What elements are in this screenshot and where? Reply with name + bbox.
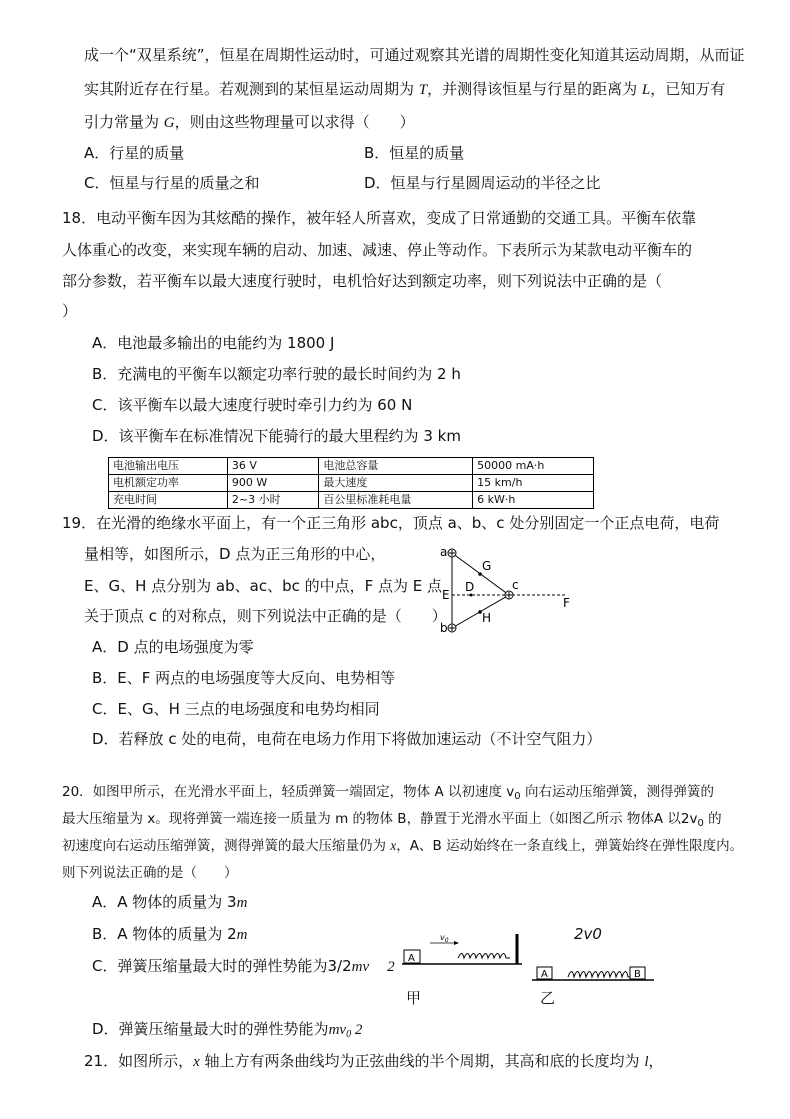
table-cell: 最大速度 bbox=[319, 475, 473, 492]
table-cell: 电机额定功率 bbox=[109, 475, 228, 492]
q20-line-1: 20．如图甲所示，在光滑水平面上，轻质弹簧一端固定，物体 A 以初速度 $v_0$ 向右运动压缩弹簧，测得弹簧的 bbox=[62, 784, 714, 802]
block-a-label: A bbox=[541, 969, 548, 980]
table-cell: 充电时间 bbox=[109, 492, 228, 509]
table-cell: 6 kW·h bbox=[473, 492, 594, 509]
label-g: G bbox=[482, 559, 492, 573]
table-cell: 电池输出电压 bbox=[109, 458, 228, 475]
spring bbox=[568, 972, 632, 978]
q20-option-b: B．A 物体的质量为 2m bbox=[92, 925, 248, 943]
q19-line-2: 量相等，如图所示，D 点为正三角形的中心， bbox=[84, 545, 386, 563]
label-h: H bbox=[482, 611, 492, 625]
q19-line-1: 19．在光滑的绝缘水平面上，有一个正三角形 abc，顶点 a、b、c 处分别固定一个正点电荷，电荷 bbox=[62, 514, 720, 532]
q17-option-c: C．恒星与行星的质量之和 bbox=[84, 174, 260, 192]
q20-line-2: 最大压缩量为 x。现将弹簧一端连接一质量为 m 的物体 B，静置于光滑水平面上（如图乙所示 物体A 以$2v_0$ 的 bbox=[62, 811, 722, 829]
figure-label-jia: 甲 bbox=[406, 989, 422, 1007]
q17-option-a: A．行星的质量 bbox=[84, 144, 185, 162]
table-cell: 50000 mA·h bbox=[473, 458, 594, 475]
label-e: E bbox=[442, 588, 450, 602]
label-f: F bbox=[563, 596, 570, 610]
q20-option-a: A．A 物体的质量为 3m bbox=[92, 893, 248, 911]
q18-option-c: C．该平衡车以最大速度行驶时牵引力约为 60 N bbox=[92, 396, 413, 414]
q19-option-b: B．E、F 两点的电场强度等大反向、电势相等 bbox=[92, 669, 396, 687]
q17-line-1: 成一个“双星系统”，恒星在周期性运动时，可通过观察其光谱的周期性变化知道其运动周期，从而证 bbox=[84, 46, 745, 64]
spring bbox=[458, 954, 510, 959]
label-a: a bbox=[440, 545, 448, 559]
q18-line-1: 18．电动平衡车因为其炫酷的操作，被年轻人所喜欢，变成了日常通勤的交通工具。平衡车依靠 bbox=[62, 209, 697, 227]
label-d: D bbox=[465, 580, 475, 594]
q18-option-a: A．电池最多输出的电能约为 1800 J bbox=[92, 334, 335, 352]
block-b-label: B bbox=[634, 969, 641, 980]
table-row bbox=[109, 458, 594, 475]
q19-triangle-figure bbox=[436, 540, 586, 640]
q17-option-b: B．恒星的质量 bbox=[364, 144, 465, 162]
q18-option-b: B．充满电的平衡车以额定功率行驶的最长时间约为 2 h bbox=[92, 365, 461, 383]
q20-option-c: C．弹簧压缩量最大时的弹性势能为3/2mv 2 bbox=[92, 957, 395, 975]
table-cell: 15 km/h bbox=[473, 475, 594, 492]
q19-line-4: 关于顶点 c 的对称点，则下列说法中正确的是（ ） bbox=[84, 607, 447, 625]
q17-line-3: 引力常量为 G，则由这些物理量可以求得（ ） bbox=[84, 113, 415, 131]
q17-option-d: D．恒星与行星圆周运动的半径之比 bbox=[364, 174, 601, 192]
table-cell: 900 W bbox=[227, 475, 319, 492]
q20-option-d: D．弹簧压缩量最大时的弹性势能为$mv_0$ 2 bbox=[92, 1020, 363, 1040]
q20-figure-jia bbox=[398, 930, 528, 972]
q18-option-d: D．该平衡车在标准情况下能骑行的最大里程约为 3 km bbox=[92, 427, 461, 445]
q19-option-c: C．E、G、H 三点的电场强度和电势均相同 bbox=[92, 700, 380, 718]
table-cell: 2~3 小时 bbox=[227, 492, 319, 509]
table-cell: 百公里标准耗电量 bbox=[319, 492, 473, 509]
q20-line-4: 则下列说法正确的是（ ） bbox=[62, 865, 238, 881]
q19-option-d: D．若释放 c 处的电荷，电荷在电场力作用下将做加速运动（不计空气阻力） bbox=[92, 730, 602, 748]
q20-figure-yi bbox=[528, 958, 658, 988]
table-cell: 36 V bbox=[227, 458, 319, 475]
q18-parameter-table bbox=[108, 457, 594, 509]
q18-line-2: 人体重心的改变，来实现车辆的启动、加速、减速、停止等动作。下表所示为某款电动平衡车的 bbox=[62, 241, 693, 259]
q19-line-3: E、G、H 点分别为 ab、ac、bc 的中点，F 点为 E 点 bbox=[84, 577, 443, 595]
figure-velocity-2v0: 2v0 bbox=[574, 925, 602, 943]
svg-text:v0: $v_0$ bbox=[440, 933, 449, 944]
q19-option-a: A．D 点的电场强度为零 bbox=[92, 638, 254, 656]
q20-line-3: 初速度向右运动压缩弹簧，测得弹簧的最大压缩量仍为 x，A、B 运动始终在一条直线上，弹簧始终在弹性限度内。 bbox=[62, 838, 744, 854]
q21-line-1: 21．如图所示，x 轴上方有两条曲线均为正弦曲线的半个周期，其高和底的长度均为 l， bbox=[84, 1052, 664, 1070]
label-c: c bbox=[512, 578, 519, 592]
table-cell: 电池总容量 bbox=[319, 458, 473, 475]
q18-line-3: 部分参数，若平衡车以最大速度行驶时，电机恰好达到额定功率，则下列说法中正确的是（ bbox=[62, 272, 663, 290]
q17-line-2: 实其附近存在行星。若观测到的某恒星运动周期为 T，并测得该恒星与行星的距离为 L，已知万有 bbox=[84, 80, 726, 98]
table-row bbox=[109, 475, 594, 492]
table-row bbox=[109, 492, 594, 509]
block-a-label: A bbox=[408, 953, 415, 964]
label-b: b bbox=[440, 621, 448, 635]
figure-label-yi: 乙 bbox=[540, 989, 556, 1007]
q18-line-4: ） bbox=[62, 302, 78, 320]
